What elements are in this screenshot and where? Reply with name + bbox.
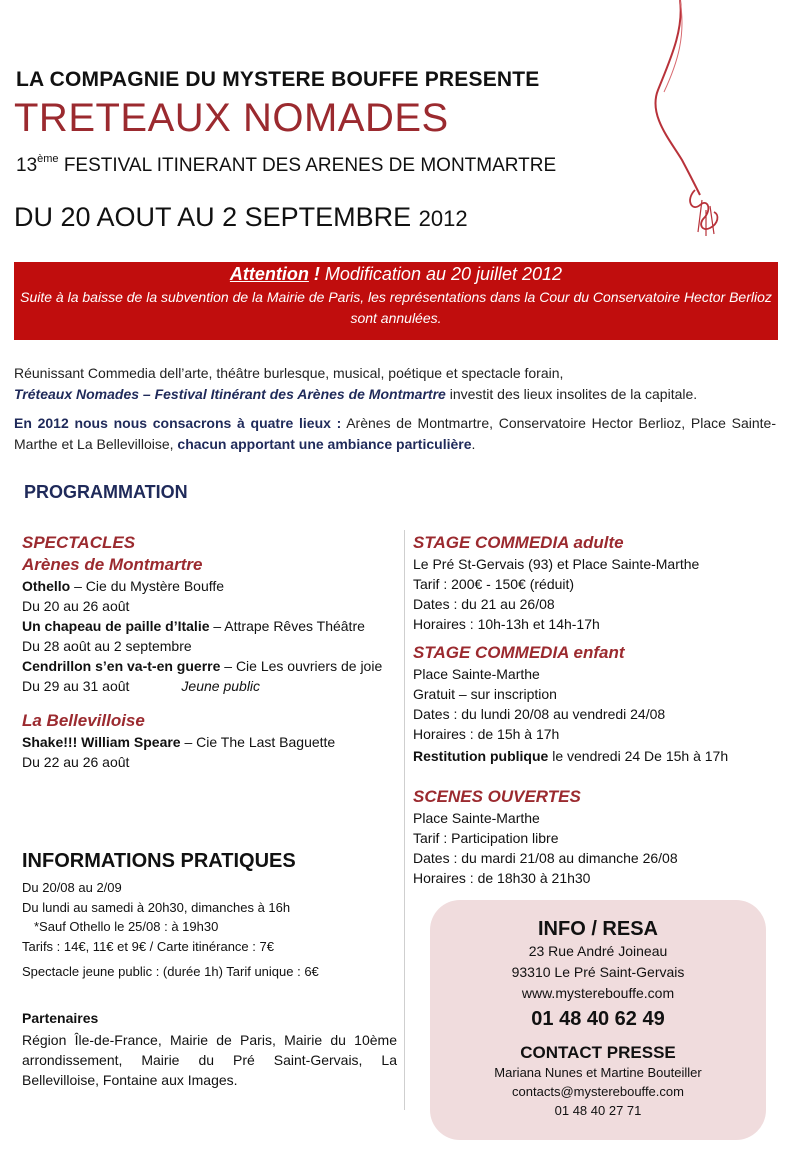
resa-address-1: 23 Rue André Joineau — [528, 943, 668, 959]
show-company: – Attrape Rêves Théâtre — [209, 618, 365, 634]
scenes-line: Horaires : de 18h30 à 21h30 — [413, 870, 591, 886]
infos-line: *Sauf Othello le 25/08 : à 19h30 — [34, 919, 219, 934]
stage-enfant-line: Horaires : de 15h à 17h — [413, 726, 560, 742]
restitution-label: Restitution publique — [413, 748, 549, 764]
infos-heading: INFORMATIONS PRATIQUES — [22, 850, 296, 872]
festival-title: TRETEAUX NOMADES — [14, 96, 449, 140]
show-title: Othello — [22, 578, 71, 594]
show-title: Cendrillon s’en va-t-en guerre — [22, 658, 221, 674]
scenes-line: Dates : du mardi 21/08 au dimanche 26/08 — [413, 850, 678, 866]
intro-p2a: En 2012 nous nous consacrons à quatre lieux : — [14, 415, 342, 431]
show-company: – Cie du Mystère Bouffe — [70, 578, 225, 594]
intro-p1b: Tréteaux Nomades – Festival Itinérant des Arènes de Montmartre — [14, 386, 446, 402]
column-divider — [404, 530, 405, 1110]
stage-adulte-line: Tarif : 200€ - 150€ (réduit) — [413, 576, 575, 592]
stage-adulte-line: Dates : du 21 au 26/08 — [413, 596, 555, 612]
press-email-link[interactable]: contacts@mysterebouffe.com — [512, 1084, 684, 1099]
show-company: – Cie Les ouvriers de joie — [220, 658, 383, 674]
show-title: Shake!!! William Speare — [22, 734, 181, 750]
alert-banner — [14, 262, 778, 340]
infos-line: Du 20/08 au 2/09 — [22, 880, 122, 895]
stages-column — [413, 532, 783, 888]
partners-heading: Partenaires — [22, 1010, 99, 1026]
infos-line: Tarifs : 14€, 11€ et 9€ / Carte itinérance : 7€ — [22, 938, 274, 954]
show-dates: Du 29 au 31 août — [22, 678, 130, 694]
show-company: – Cie The Last Baguette — [180, 734, 336, 750]
programmation-heading: PROGRAMMATION — [24, 482, 188, 502]
press-names: Mariana Nunes et Martine Bouteiller — [494, 1065, 702, 1080]
intro-text — [14, 363, 776, 455]
alert-attention: Attention — [229, 264, 309, 284]
intro-p2d: . — [471, 436, 476, 452]
stage-adulte-heading: STAGE COMMEDIA adulte — [413, 533, 624, 552]
stage-enfant-line: Place Sainte-Marthe — [413, 666, 540, 682]
spectacles-column — [22, 532, 394, 772]
show-title: Un chapeau de paille d’Italie — [22, 618, 210, 634]
stage-enfant-restitution — [413, 746, 783, 766]
festival-subtitle — [16, 155, 556, 177]
spectacles-heading: SPECTACLES — [22, 533, 136, 552]
scenes-line: Place Sainte-Marthe — [413, 810, 540, 826]
stage-enfant-line: Dates : du lundi 20/08 au vendredi 24/08 — [413, 706, 666, 722]
show-cendrillon — [22, 656, 394, 676]
partners-text: Région Île-de-France, Mairie de Paris, Mairie du 10ème arrondissement, Mairie du Pré Saint-Gervais, La Bellevilloise, Fontaine aux Images. — [22, 1032, 397, 1088]
info-resa-box — [430, 900, 766, 1140]
venue-montmartre: Arènes de Montmartre — [22, 555, 203, 574]
intro-p1c: investit des lieux insolites de la capitale. — [445, 386, 698, 402]
show-dates: Du 20 au 26 août — [22, 598, 130, 614]
stage-enfant-line: Gratuit – sur inscription — [413, 686, 557, 702]
intro-paragraph-2 — [14, 413, 776, 455]
alert-headline — [14, 264, 778, 285]
show-othello — [22, 576, 394, 596]
show-dates: Du 22 au 26 août — [22, 754, 130, 770]
infos-jeune-public: Spectacle jeune public : (durée 1h) Tarif unique : 6€ — [22, 964, 319, 979]
show-note: Jeune public — [181, 678, 261, 694]
festival-name: FESTIVAL ITINERANT DES ARENES DE MONTMARTRE — [58, 155, 557, 176]
presenter-line: LA COMPAGNIE DU MYSTERE BOUFFE PRESENTE — [16, 68, 540, 91]
intro-p2c: chacun apportant une ambiance particulière — [177, 436, 472, 452]
festival-number: 13 — [16, 155, 38, 176]
resa-website-link[interactable]: www.mysterebouffe.com — [521, 985, 675, 1001]
infos-line: Du lundi au samedi à 20h30, dimanches à 16h — [22, 899, 291, 915]
intro-p1a: Réunissant Commedia dell’arte, théâtre burlesque, musical, poétique et spectacle forain, — [14, 365, 564, 381]
resa-phone: 01 48 40 62 49 — [531, 1008, 665, 1030]
dates-year: 2012 — [418, 206, 468, 231]
venue-bellevilloise: La Bellevilloise — [22, 711, 145, 730]
restitution-text: le vendredi 24 De 15h à 17h — [548, 748, 729, 764]
scenes-ouvertes-heading: SCENES OUVERTES — [413, 787, 581, 806]
resa-heading: INFO / RESA — [537, 918, 658, 940]
dates-text: DU 20 AOUT AU 2 SEPTEMBRE — [14, 202, 419, 232]
festival-ordinal: ème — [37, 153, 59, 165]
show-chapeau — [22, 616, 394, 636]
intro-paragraph-1 — [14, 363, 776, 405]
show-dates: Du 28 août au 2 septembre — [22, 638, 192, 654]
resa-address-2: 93310 Le Pré Saint-Gervais — [511, 964, 685, 980]
alert-headline-text: Modification au 20 juillet 2012 — [324, 264, 563, 284]
ribbon-decoration — [640, 0, 730, 240]
show-dates-row — [22, 676, 394, 696]
intro-p2b: Arènes de Montmartre, Conservatoire Hector Berlioz, Place Sainte-Marthe et La Bellevilloise, — [14, 415, 776, 452]
stage-adulte-line: Horaires : 10h-13h et 14h-17h — [413, 616, 600, 632]
press-heading: CONTACT PRESSE — [520, 1043, 676, 1062]
press-phone: 01 48 40 27 71 — [554, 1103, 642, 1118]
alert-body: Suite à la baisse de la subvention de la Mairie de Paris, les représentations dans la Cour du Conservatoire Hector Berlioz sont annulées. — [20, 289, 772, 326]
festival-dates — [14, 202, 468, 233]
stage-enfant-heading: STAGE COMMEDIA enfant — [413, 643, 625, 662]
show-shake — [22, 732, 394, 752]
scenes-line: Tarif : Participation libre — [413, 830, 559, 846]
stage-adulte-line: Le Pré St-Gervais (93) et Place Sainte-Marthe — [413, 556, 700, 572]
alert-exclamation: ! — [308, 264, 325, 284]
infos-block — [22, 878, 402, 982]
